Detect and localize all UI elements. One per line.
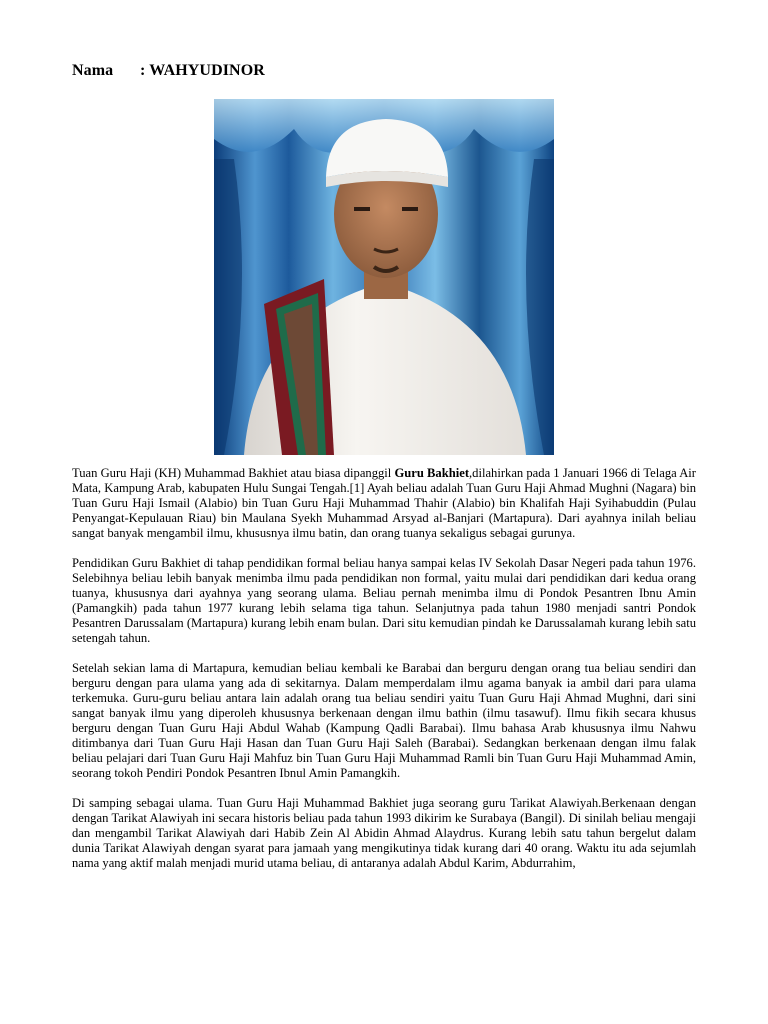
portrait-photo bbox=[214, 99, 554, 455]
paragraph-1-bold: Guru Bakhiet bbox=[394, 466, 470, 480]
biography-text bbox=[72, 466, 696, 886]
paragraph-3: Setelah sekian lama di Martapura, kemudian beliau kembali ke Barabai dan berguru dengan orang tua beliau sendiri dan berguru dengan para ulama yang ada di sekitarnya. Dalam memperdalam ilmu agama banyak ia ambil dari para ulama terkemuka. Guru-guru beliau antara lain adalah orang tua beliau sendiri yaitu Tuan Guru Haji Ahmad Mughni, dari sini sangat banyak ilmu yang diperoleh khususnya berkenaan dengan ilmu bathin (ilmu tasawuf). Ilmu fikih secara khusus berguru dengan Tuan Guru Haji Abdul Wahab (Kampung Qadli Barabai). Ilmu bahasa Arab khususnya ilmu Nahwu ditimbanya dari Tuan Guru Haji Hasan dan Tuan Guru Haji Saleh (Barabai). Sedangkan berkenaan dengan ilmu falak beliau pelajari dari Tuan Guru Haji Mahfuz bin Tuan Guru Haji Muhammad Ramli bin Tuan Guru Haji Muhammad Amin, seorang tokoh Pendiri Pondok Pesantren Ibnul Amin Pamangkih. bbox=[72, 661, 696, 780]
paragraph-4: Di samping sebagai ulama. Tuan Guru Haji Muhammad Bakhiet juga seorang guru Tarikat Alawiyah.Berkenaan dengan dengan Tarikat Alawiyah ini secara historis beliau pada tahun 1993 dikirim ke Surabaya (Bangil). Di sinilah beliau mengaji dan mengambil Tarikat Alawiyah dari Habib Zein Al Abidin Ahmad Alaydrus. Kurang lebih satu tahun bergelut dalam dunia Tarikat Alawiyah dengan syarat para jamaah yang mengikutinya tidak kurang dari 40 orang. Waktu itu ada sejumlah nama yang aktif malah menjadi murid utama beliau, di antaranya adalah Abdul Karim, Abdurrahim, bbox=[72, 796, 696, 870]
paragraph-2: Pendidikan Guru Bakhiet di tahap pendidikan formal beliau hanya sampai kelas IV Sekolah Dasar Negeri pada tahun 1976. Selebihnya beliau lebih banyak menimba ilmu pada pendidikan non formal, yaitu mulai dari pendidikan dari kedua orang tuanya, khususnya dari ayahnya yang seorang ulama. Beliau pernah menimba ilmu di Pondok Pesantren Ibnu Amin (Pamangkih) pada tahun 1977 kurang lebih selama tiga tahun. Selanjutnya pada tahun 1980 menjadi santri Pondok Pesantren Darussalam (Martapura) kurang lebih enam bulan. Dari situ kemudian pindah ke Darussalamah kurang lebih satu setengah tahun. bbox=[72, 556, 696, 645]
name-value: : WAHYUDINOR bbox=[140, 62, 265, 79]
paragraph-1-text-b: ,dilahirkan pada 1 Januari 1966 di Telaga Air Mata, Kampung Arab, kabupaten Hulu Sungai Tengah.[1] Ayah beliau adalah Tuan Guru Haji Ahmad Mughni (Nagara) bin Tuan Guru Haji Ismail (Alabio) bin Tuan Guru Haji Muhammad Thahir (Alabio) bin Khalifah Haji Syihabuddin (Pulau Penyangat-Kepulauan Riau) bin Maulana Syekh Muhammad Arsyad al-Banjari (Martapura). Dari ayahnya inilah beliau sangat banyak mengambil ilmu, khususnya ilmu batin, dan orang tuanya sekaligus sebagai gurunya. bbox=[72, 466, 696, 540]
name-label: Nama bbox=[72, 62, 114, 79]
paragraph-1-text-a: Tuan Guru Haji (KH) Muhammad Bakhiet atau biasa dipanggil bbox=[72, 466, 395, 480]
paragraph-1 bbox=[72, 466, 696, 541]
name-heading bbox=[72, 62, 265, 80]
